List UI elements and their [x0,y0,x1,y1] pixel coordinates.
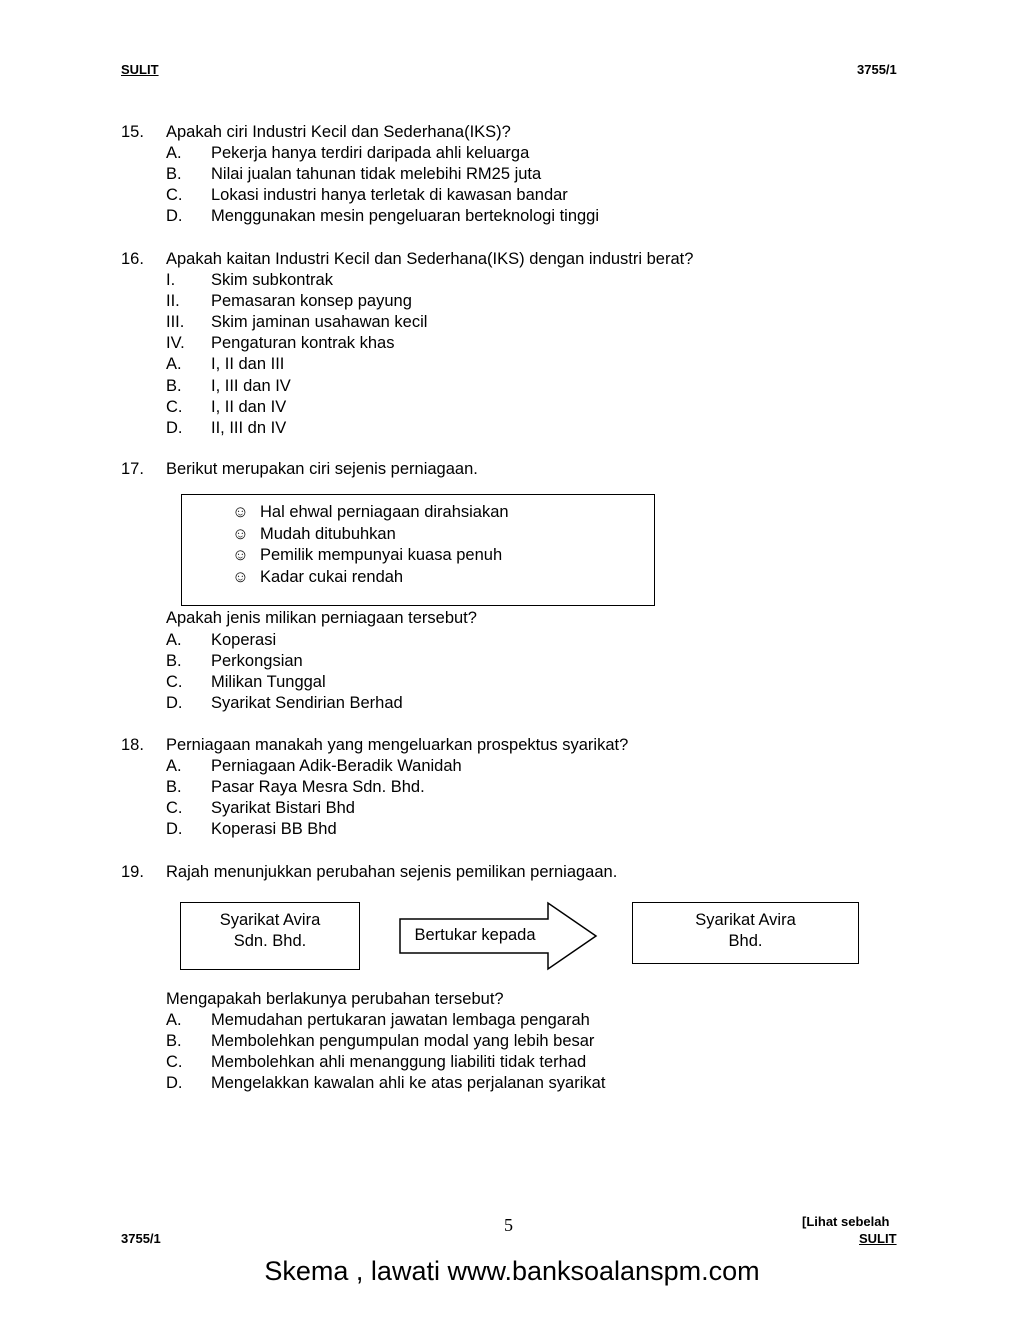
question-text: Rajah menunjukkan perubahan sejenis pemilikan perniagaan. [166,863,618,881]
footer-paper-code: 3755/1 [121,1231,161,1246]
box-item: ☺ Mudah ditubuhkan [232,524,509,546]
smiley-icon: ☺ [232,546,249,564]
from-company-box: Syarikat Avira Sdn. Bhd. [180,902,360,970]
question-number: 19. [121,863,144,881]
footer-next-page: [Lihat sebelah [802,1214,890,1229]
question-number: 18. [121,736,144,754]
page-number: 5 [504,1215,513,1235]
smiley-icon: ☺ [232,503,249,521]
arrow-label: Bertukar kepada [414,926,536,944]
question-number: 16. [121,250,144,268]
smiley-icon: ☺ [232,567,249,586]
question-prompt: Apakah jenis milikan perniagaan tersebut? [166,609,477,627]
header-classification: SULIT [121,62,159,77]
box-item: ☺ Pemilik mempunyai kuasa penuh [232,545,509,567]
website-banner: Skema , lawati www.banksoalanspm.com [264,1256,760,1286]
question-text: Apakah kaitan Industri Kecil dan Sederhana(IKS) dengan industri berat? [166,250,694,268]
footer-classification: SULIT [859,1231,897,1246]
question-number: 15. [121,123,144,141]
box-item: ☺ Hal ehwal perniagaan dirahsiakan [232,502,509,524]
question-number: 17. [121,460,144,478]
to-company-box: Syarikat Avira Bhd. [632,902,859,964]
question-text: Apakah ciri Industri Kecil dan Sederhana(IKS)? [166,123,511,141]
question-text: Perniagaan manakah yang mengeluarkan prospektus syarikat? [166,736,629,754]
header-paper-code: 3755/1 [857,62,897,77]
question-text: Berikut merupakan ciri sejenis perniagaan. [166,460,478,478]
question-prompt: Mengapakah berlakunya perubahan tersebut? [166,990,504,1008]
smiley-icon: ☺ [232,524,249,543]
characteristics-box [181,494,655,606]
box-item: ☺ Kadar cukai rendah [232,567,509,589]
